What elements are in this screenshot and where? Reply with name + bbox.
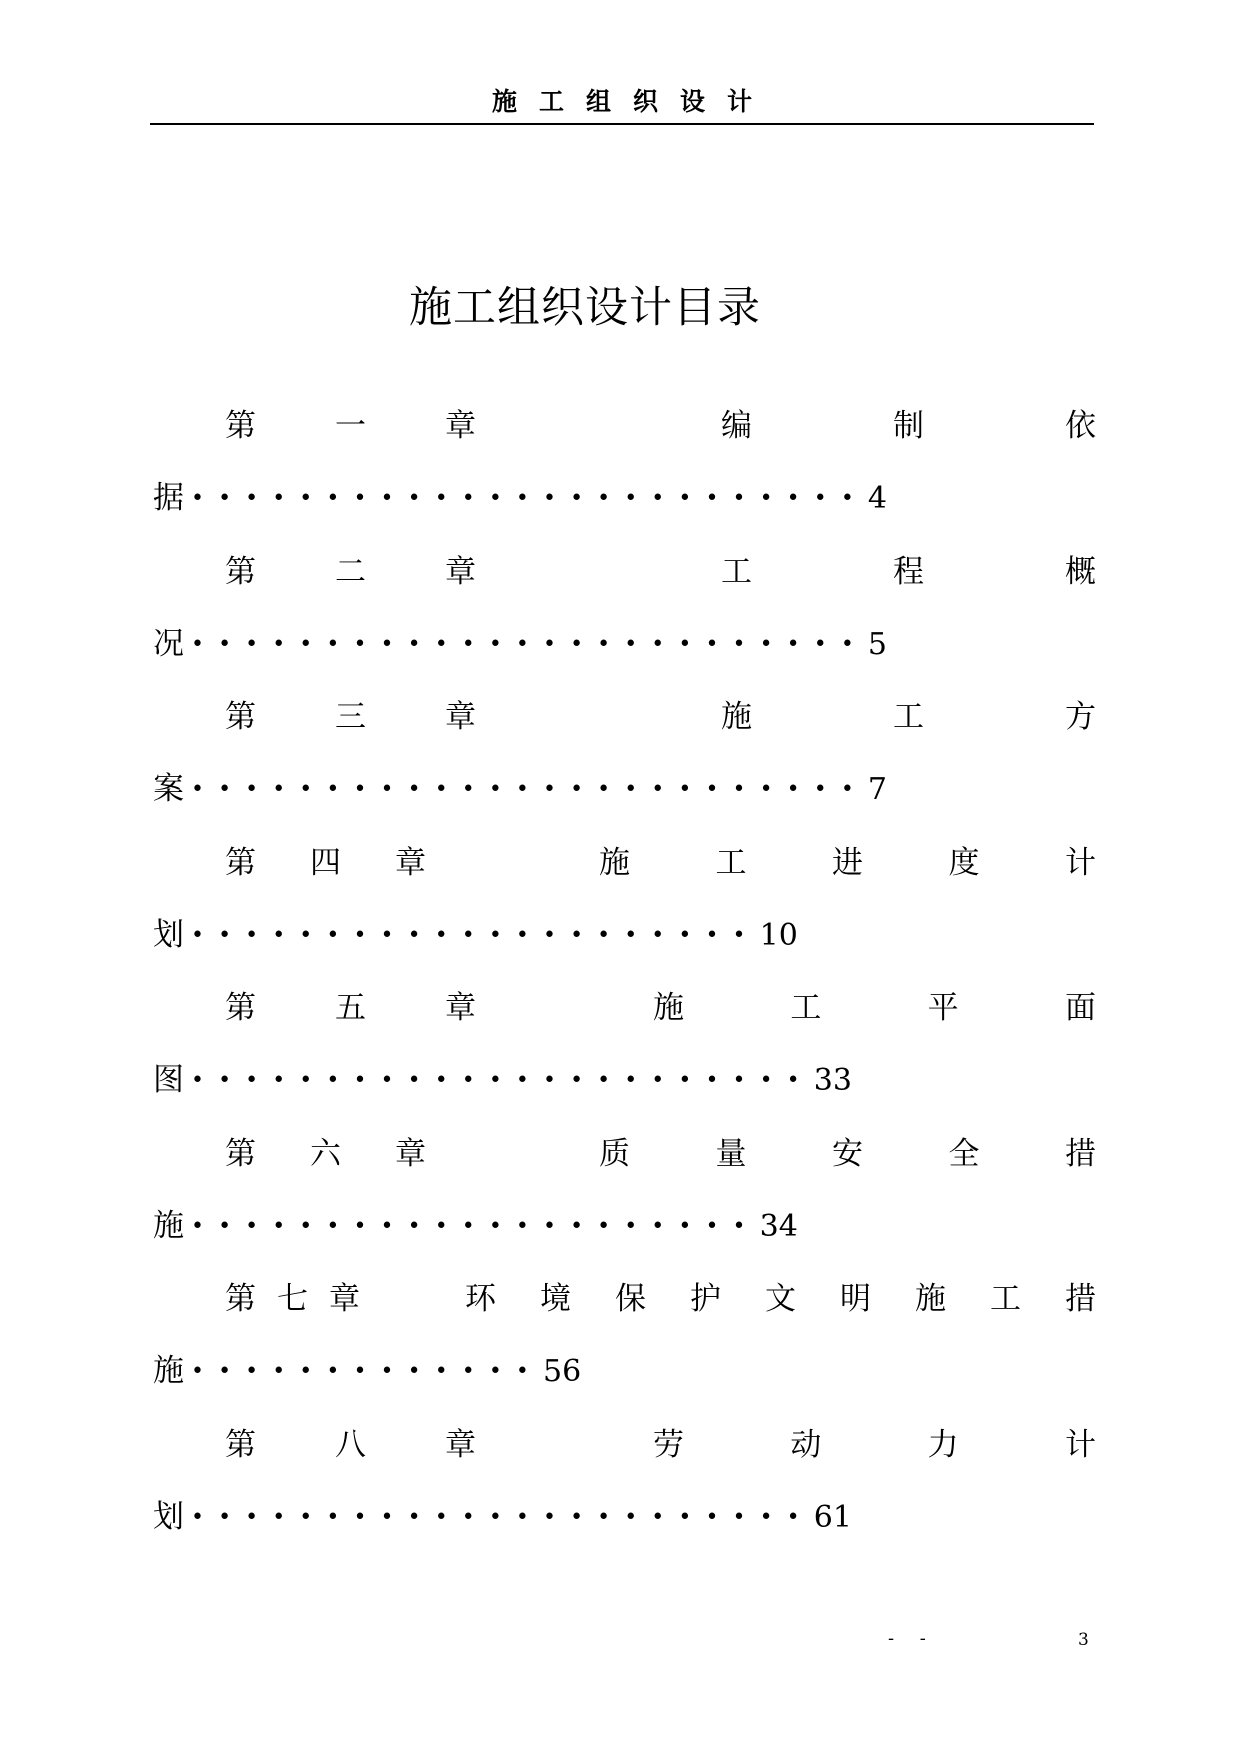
toc-page-number: 7 — [867, 772, 888, 807]
toc-chapter-number-char: 章 — [445, 990, 476, 1026]
toc-chapter-title-char: 施 — [653, 990, 684, 1026]
toc-chapter-title-char: 概 — [1065, 553, 1096, 590]
toc-title-last-char: 划 — [153, 916, 184, 953]
toc-leader-line[interactable] — [153, 763, 887, 815]
toc-chapter-title-char: 措 — [1065, 1135, 1096, 1172]
toc-chapter-title-char: 力 — [927, 1426, 959, 1463]
toc-chapter-title-char: 施 — [599, 844, 630, 881]
toc-chapter-title-char: 明 — [840, 1281, 871, 1317]
toc-chapter-number-char: 第 — [225, 408, 256, 444]
toc-leader-dots: ••••••••••••••••••••• — [191, 922, 760, 948]
toc-chapter-number-char: 第 — [225, 1426, 256, 1463]
toc-page-number: 10 — [759, 917, 798, 953]
toc-chapter-number-char: 章 — [395, 844, 426, 881]
toc-title-last-char: 施 — [153, 1353, 184, 1389]
toc-leader-line[interactable] — [153, 618, 887, 670]
toc-chapter-title-char: 安 — [832, 1135, 863, 1172]
running-header: 施工组织设计 — [491, 87, 774, 116]
toc-chapter-number-char: 第 — [225, 1135, 256, 1172]
toc-chapter-title-char: 文 — [765, 1281, 796, 1317]
toc-chapter-line[interactable] — [225, 546, 1096, 598]
toc-chapter-line[interactable] — [225, 837, 1096, 889]
toc-leader-line[interactable] — [153, 1491, 852, 1543]
toc-chapter-title-char: 工 — [893, 699, 924, 735]
toc-leader-line[interactable] — [153, 1200, 798, 1252]
toc-chapter-title-char: 计 — [1065, 844, 1096, 881]
toc-chapter-number-char: 三 — [335, 699, 366, 735]
toc-chapter-title-char: 工 — [990, 1281, 1021, 1317]
toc-chapter-title-char: 程 — [893, 553, 924, 590]
toc-page-number: 5 — [867, 626, 888, 662]
toc-chapter-number-char: 第 — [225, 1281, 256, 1317]
toc-chapter-title-char: 措 — [1065, 1281, 1096, 1317]
document-title: 施工组织设计目录 — [409, 283, 761, 333]
toc-chapter-title-char: 保 — [615, 1281, 646, 1317]
toc-chapter-number-char: 四 — [310, 844, 341, 881]
toc-leader-dots: ••••••••••••••••••••• — [191, 1213, 760, 1239]
toc-chapter-title-char: 方 — [1065, 699, 1096, 735]
toc-chapter-number-char: 章 — [445, 699, 476, 735]
toc-chapter-number-char: 章 — [445, 1426, 476, 1463]
toc-leader-line[interactable] — [153, 1054, 852, 1106]
footer-dashes: - - — [888, 1628, 936, 1649]
toc-chapter-line[interactable] — [225, 1128, 1096, 1180]
toc-chapter-title-char: 进 — [832, 844, 863, 881]
toc-chapter-title-char: 工 — [790, 990, 822, 1026]
toc-chapter-line[interactable] — [225, 691, 1096, 743]
toc-chapter-title-char: 依 — [1065, 408, 1096, 444]
toc-page-number: 4 — [867, 481, 888, 516]
toc-page-number: 34 — [759, 1208, 798, 1244]
toc-chapter-number-char: 第 — [225, 990, 256, 1026]
toc-chapter-title-char: 工 — [721, 553, 752, 590]
toc-title-last-char: 据 — [153, 480, 184, 516]
toc-chapter-title-char: 劳 — [653, 1426, 684, 1463]
toc-page-number: 56 — [543, 1354, 582, 1389]
toc-leader-dots: ••••••••••••• — [191, 1359, 543, 1384]
toc-chapter-title-char: 施 — [721, 699, 752, 735]
toc-chapter-number-char: 章 — [445, 408, 476, 444]
toc-chapter-number-char: 二 — [335, 553, 366, 590]
toc-chapter-title-char: 动 — [790, 1426, 822, 1463]
toc-chapter-number-char: 章 — [329, 1281, 360, 1317]
toc-chapter-number-char: 六 — [310, 1135, 341, 1172]
toc-chapter-title-char: 环 — [465, 1281, 496, 1317]
toc-chapter-title-char: 施 — [915, 1281, 946, 1317]
toc-chapter-title-char: 工 — [715, 844, 747, 881]
toc-leader-line[interactable] — [153, 1345, 581, 1397]
toc-chapter-number-char: 第 — [225, 844, 256, 881]
toc-chapter-title-char: 面 — [1065, 990, 1096, 1026]
toc-chapter-number-char: 第 — [225, 699, 256, 735]
toc-title-last-char: 划 — [153, 1498, 184, 1535]
toc-chapter-number-char: 七 — [277, 1281, 308, 1317]
toc-chapter-line[interactable] — [225, 982, 1096, 1034]
toc-chapter-title-char: 护 — [690, 1281, 721, 1317]
toc-chapter-title-char: 度 — [948, 844, 980, 881]
header-rule — [150, 123, 1094, 125]
toc-chapter-line[interactable] — [225, 400, 1096, 452]
toc-chapter-title-char: 制 — [893, 408, 924, 444]
toc-title-last-char: 施 — [153, 1207, 184, 1244]
toc-chapter-title-char: 境 — [540, 1281, 571, 1317]
toc-chapter-number-char: 一 — [335, 408, 366, 444]
toc-chapter-line[interactable] — [225, 1419, 1096, 1471]
toc-leader-dots: ••••••••••••••••••••••• — [191, 1504, 814, 1530]
toc-page-number: 33 — [813, 1063, 852, 1098]
toc-leader-line[interactable] — [153, 472, 887, 524]
toc-leader-dots: ••••••••••••••••••••••• — [191, 1068, 814, 1093]
toc-chapter-title-char: 平 — [927, 990, 959, 1026]
toc-chapter-line[interactable] — [225, 1273, 1096, 1325]
toc-page-number: 61 — [813, 1499, 852, 1535]
toc-leader-dots: ••••••••••••••••••••••••• — [191, 486, 868, 511]
toc-leader-dots: ••••••••••••••••••••••••• — [191, 777, 868, 802]
toc-title-last-char: 况 — [153, 625, 184, 662]
toc-chapter-number-char: 章 — [445, 553, 476, 590]
toc-chapter-number-char: 八 — [335, 1426, 366, 1463]
footer-page-number: 3 — [1078, 1630, 1089, 1650]
toc-chapter-title-char: 编 — [721, 408, 752, 444]
toc-chapter-number-char: 五 — [335, 990, 366, 1026]
toc-chapter-title-char: 计 — [1065, 1426, 1096, 1463]
toc-chapter-title-char: 全 — [948, 1135, 980, 1172]
toc-chapter-title-char: 量 — [715, 1135, 747, 1172]
toc-chapter-title-char: 质 — [599, 1135, 630, 1172]
toc-leader-dots: ••••••••••••••••••••••••• — [191, 631, 868, 657]
toc-title-last-char: 案 — [153, 771, 184, 807]
toc-chapter-number-char: 章 — [395, 1135, 426, 1172]
toc-leader-line[interactable] — [153, 909, 798, 961]
toc-chapter-number-char: 第 — [225, 553, 256, 590]
toc-title-last-char: 图 — [153, 1062, 184, 1098]
